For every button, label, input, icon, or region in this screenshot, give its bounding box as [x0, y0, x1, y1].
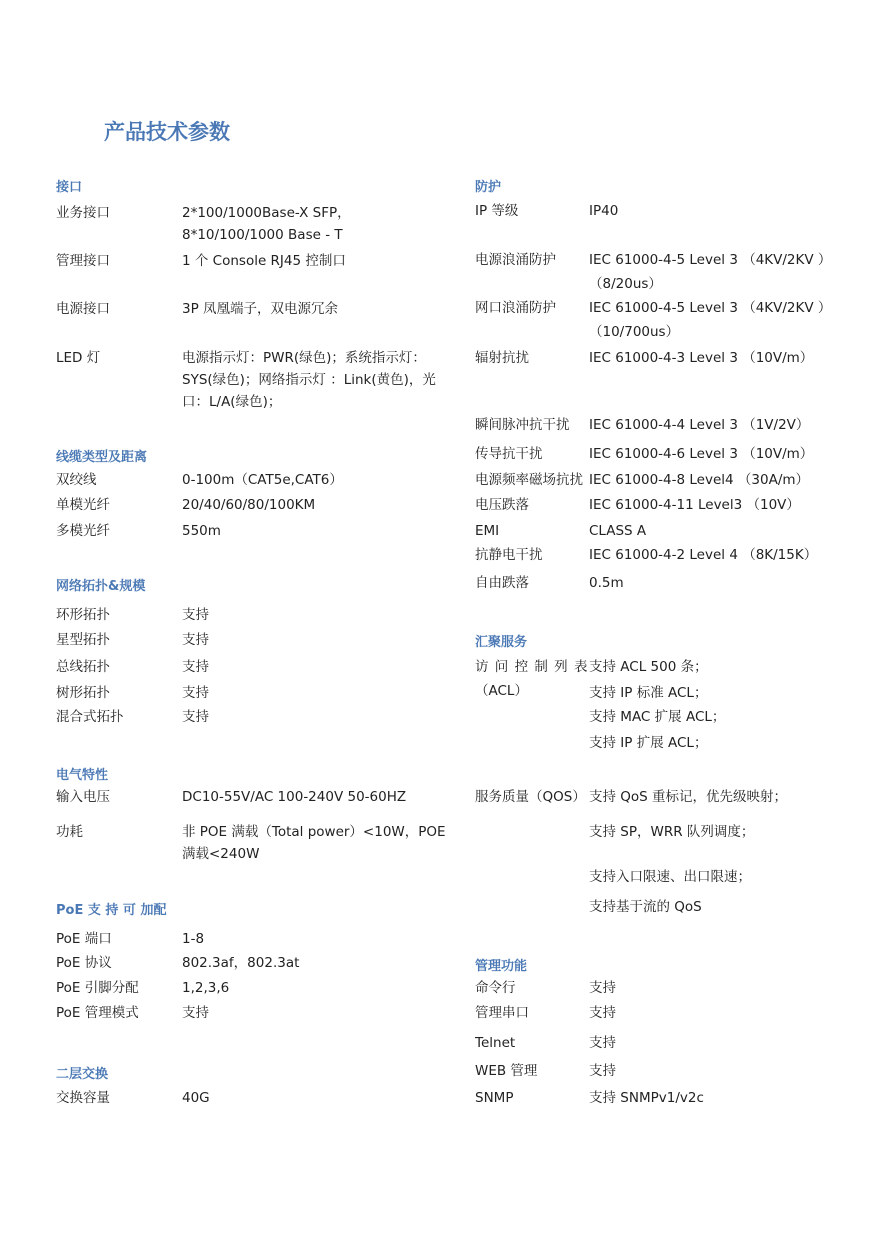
param-label: 环形拓扑 — [56, 607, 110, 623]
param-value: IP40 — [589, 203, 619, 219]
param-value: IEC 61000-4-4 Level 3 （1V/2V） — [589, 417, 810, 433]
param-label: 电源频率磁场抗扰 — [475, 472, 583, 488]
param-value: 支持 — [589, 980, 616, 996]
param-label: 树形拓扑 — [56, 685, 110, 701]
param-value: 0.5m — [589, 575, 624, 591]
param-value: 支持 — [182, 659, 209, 675]
param-label: 自由跌落 — [475, 575, 529, 591]
section-heading-cable: 线缆类型及距离 — [56, 450, 148, 465]
param-label: 管理串口 — [475, 1005, 529, 1021]
param-label: 网口浪涌防护 — [475, 300, 556, 316]
param-value: 支持 IP 扩展 ACL； — [589, 735, 708, 751]
param-value: 支持 SNMPv1/v2c — [589, 1090, 704, 1106]
param-value: 1,2,3,6 — [182, 980, 230, 996]
param-label: 电源接口 — [56, 301, 110, 317]
page-title: 产品技术参数 — [104, 120, 230, 144]
param-value: 支持 IP 标准 ACL； — [589, 685, 708, 701]
param-value: 支持 — [182, 607, 209, 623]
param-value: IEC 61000-4-3 Level 3 （10V/m） — [589, 350, 814, 366]
param-label: LED 灯 — [56, 350, 101, 366]
param-value: 支持 MAC 扩展 ACL； — [589, 709, 726, 725]
param-value: DC10-55V/AC 100-240V 50-60HZ — [182, 789, 407, 805]
section-heading-interface: 接口 — [56, 180, 83, 195]
param-label: 业务接口 — [56, 205, 110, 221]
param-value: 2*100/1000Base-X SFP， 8*10/100/1000 Base - T — [182, 205, 351, 243]
param-label: 抗静电干扰 — [475, 547, 543, 563]
param-label: 管理接口 — [56, 253, 110, 269]
param-label: 功耗 — [56, 824, 83, 840]
param-value: IEC 61000-4-2 Level 4 （8K/15K） — [589, 547, 818, 563]
param-value: 40G — [182, 1090, 210, 1106]
param-value: IEC 61000-4-8 Level4 （30A/m） — [589, 472, 810, 488]
param-value: 非 POE 满载（Total power）<10W，POE 满载<240W — [182, 824, 446, 862]
param-label: 辐射抗扰 — [475, 350, 529, 366]
param-value: 支持基于流的 QoS — [589, 899, 702, 915]
param-value: 支持 SP，WRR 队列调度； — [589, 824, 755, 840]
param-label: SNMP — [475, 1090, 514, 1106]
param-value-cont: （8/20us） — [589, 276, 662, 292]
param-label: 传导抗干扰 — [475, 446, 543, 462]
param-value: 支持入口限速、出口限速； — [589, 869, 751, 885]
param-label: 交换容量 — [56, 1090, 110, 1106]
section-heading-protection: 防护 — [475, 180, 502, 195]
param-label: 电压跌落 — [475, 497, 529, 513]
param-label: IP 等级 — [475, 203, 519, 219]
param-label: 双绞线 — [56, 472, 97, 488]
param-value: 1-8 — [182, 931, 205, 947]
section-heading-electrical: 电气特性 — [56, 768, 109, 783]
param-label: PoE 协议 — [56, 955, 112, 971]
param-value: 支持 — [589, 1035, 616, 1051]
param-label: 星型拓扑 — [56, 632, 110, 648]
param-value: IEC 61000-4-11 Level3 （10V） — [589, 497, 800, 513]
param-label: Telnet — [475, 1035, 516, 1051]
param-value: 支持 — [182, 1005, 209, 1021]
param-label: 访 问 控 制 列 表 — [475, 659, 589, 675]
param-label: 混合式拓扑 — [56, 709, 124, 725]
param-label: WEB 管理 — [475, 1063, 538, 1079]
param-value: 0-100m（CAT5e,CAT6） — [182, 472, 343, 488]
section-heading-topology: 网络拓扑&规模 — [56, 579, 146, 594]
param-value: IEC 61000-4-5 Level 3 （4KV/2KV ） — [589, 252, 832, 268]
param-value: 支持 ACL 500 条； — [589, 659, 708, 675]
section-heading-aggregation: 汇聚服务 — [475, 635, 528, 650]
section-heading-l2: 二层交换 — [56, 1067, 109, 1082]
param-value: 550m — [182, 523, 221, 539]
param-value: 802.3af，802.3at — [182, 955, 300, 971]
param-value: 3P 凤凰端子，双电源冗余 — [182, 301, 339, 317]
param-value: 支持 QoS 重标记，优先级映射； — [589, 789, 788, 805]
param-label-cont: （ACL） — [475, 683, 528, 699]
param-value: 支持 — [589, 1005, 616, 1021]
param-value: IEC 61000-4-5 Level 3 （4KV/2KV ） — [589, 300, 832, 316]
param-value: 1 个 Console RJ45 控制口 — [182, 253, 346, 269]
param-label: 服务质量（QOS） — [475, 789, 586, 805]
param-label: 瞬间脉冲抗干扰 — [475, 417, 570, 433]
param-label: 电源浪涌防护 — [475, 252, 556, 268]
param-label: PoE 管理模式 — [56, 1005, 139, 1021]
param-label: PoE 端口 — [56, 931, 112, 947]
param-label: EMI — [475, 523, 500, 539]
param-value-cont: （10/700us） — [589, 324, 680, 340]
section-heading-management: 管理功能 — [475, 959, 528, 974]
param-label: 单模光纤 — [56, 497, 110, 513]
param-value: IEC 61000-4-6 Level 3 （10V/m） — [589, 446, 814, 462]
param-label: PoE 引脚分配 — [56, 980, 139, 996]
param-value: 支持 — [589, 1063, 616, 1079]
param-label: 总线拓扑 — [56, 659, 110, 675]
param-label: 多模光纤 — [56, 523, 110, 539]
param-label: 命令行 — [475, 980, 516, 996]
param-value: 支持 — [182, 632, 209, 648]
param-value: 20/40/60/80/100KM — [182, 497, 316, 513]
param-value: 支持 — [182, 685, 209, 701]
param-value: 电源指示灯：PWR(绿色)；系统指示灯：SYS(绿色)；网络指示灯 ：Link(黄色)，光口：L/A(绿色)； — [182, 350, 436, 410]
param-value: 支持 — [182, 709, 209, 725]
param-label: 输入电压 — [56, 789, 110, 805]
section-heading-poe: PoE 支 持 可 加配 — [56, 903, 167, 918]
param-value: CLASS A — [589, 523, 647, 539]
